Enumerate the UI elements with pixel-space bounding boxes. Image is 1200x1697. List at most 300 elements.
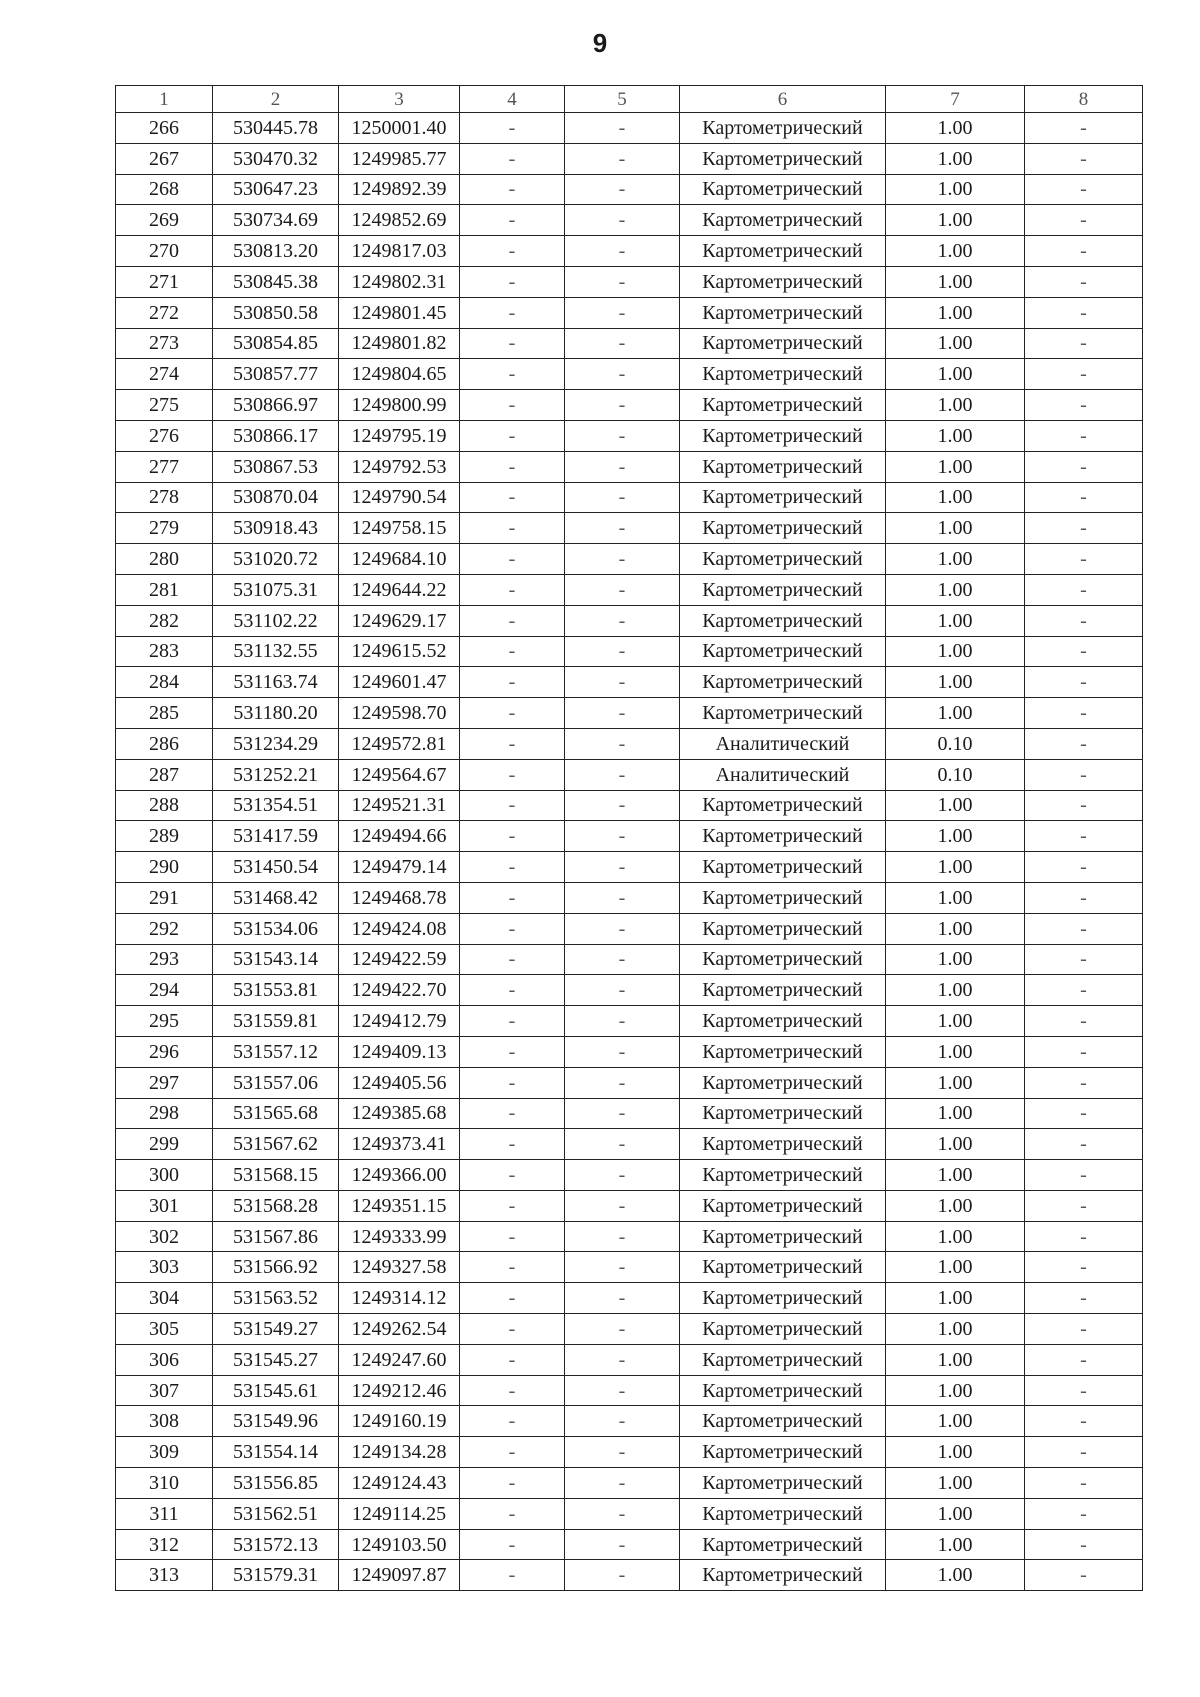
col4-cell: - — [460, 1406, 565, 1437]
col4-cell: - — [460, 266, 565, 297]
method-cell: Картометрический — [680, 205, 886, 236]
col5-cell: - — [565, 636, 680, 667]
col8-cell: - — [1025, 728, 1143, 759]
method-cell: Картометрический — [680, 1560, 886, 1591]
col5-cell: - — [565, 420, 680, 451]
method-cell: Картометрический — [680, 698, 886, 729]
point-number-cell: 267 — [116, 143, 213, 174]
point-number-cell: 287 — [116, 759, 213, 790]
column-header: 4 — [460, 86, 565, 113]
table-row — [116, 420, 1143, 451]
accuracy-cell: 1.00 — [886, 236, 1025, 267]
x-coordinate-cell: 530866.17 — [213, 420, 339, 451]
x-coordinate-cell: 531450.54 — [213, 852, 339, 883]
y-coordinate-cell: 1249351.15 — [339, 1190, 460, 1221]
y-coordinate-cell: 1249985.77 — [339, 143, 460, 174]
col5-cell: - — [565, 1283, 680, 1314]
accuracy-cell: 1.00 — [886, 1468, 1025, 1499]
y-coordinate-cell: 1249124.43 — [339, 1468, 460, 1499]
method-cell: Картометрический — [680, 790, 886, 821]
x-coordinate-cell: 531579.31 — [213, 1560, 339, 1591]
col8-cell: - — [1025, 174, 1143, 205]
point-number-cell: 292 — [116, 913, 213, 944]
accuracy-cell: 1.00 — [886, 143, 1025, 174]
col8-cell: - — [1025, 1344, 1143, 1375]
col4-cell: - — [460, 913, 565, 944]
accuracy-cell: 1.00 — [886, 1344, 1025, 1375]
col8-cell: - — [1025, 698, 1143, 729]
table-row — [116, 328, 1143, 359]
col8-cell: - — [1025, 1160, 1143, 1191]
col8-cell: - — [1025, 1560, 1143, 1591]
col8-cell: - — [1025, 882, 1143, 913]
col5-cell: - — [565, 1375, 680, 1406]
point-number-cell: 293 — [116, 944, 213, 975]
col4-cell: - — [460, 975, 565, 1006]
table-row — [116, 1468, 1143, 1499]
x-coordinate-cell: 531132.55 — [213, 636, 339, 667]
accuracy-cell: 1.00 — [886, 174, 1025, 205]
table-row — [116, 698, 1143, 729]
col4-cell: - — [460, 605, 565, 636]
table-row — [116, 1406, 1143, 1437]
y-coordinate-cell: 1249790.54 — [339, 482, 460, 513]
col5-cell: - — [565, 1498, 680, 1529]
accuracy-cell: 1.00 — [886, 390, 1025, 421]
method-cell: Картометрический — [680, 1252, 886, 1283]
table-row — [116, 1344, 1143, 1375]
col5-cell: - — [565, 390, 680, 421]
method-cell: Картометрический — [680, 390, 886, 421]
x-coordinate-cell: 531252.21 — [213, 759, 339, 790]
point-number-cell: 306 — [116, 1344, 213, 1375]
y-coordinate-cell: 1249160.19 — [339, 1406, 460, 1437]
col8-cell: - — [1025, 1098, 1143, 1129]
col5-cell: - — [565, 759, 680, 790]
col8-cell: - — [1025, 328, 1143, 359]
method-cell: Картометрический — [680, 1129, 886, 1160]
accuracy-cell: 1.00 — [886, 297, 1025, 328]
method-cell: Картометрический — [680, 1406, 886, 1437]
col4-cell: - — [460, 143, 565, 174]
point-number-cell: 266 — [116, 113, 213, 144]
table-row — [116, 205, 1143, 236]
y-coordinate-cell: 1249412.79 — [339, 1006, 460, 1037]
accuracy-cell: 1.00 — [886, 698, 1025, 729]
table-row — [116, 1529, 1143, 1560]
col4-cell: - — [460, 1468, 565, 1499]
table-row — [116, 113, 1143, 144]
accuracy-cell: 1.00 — [886, 605, 1025, 636]
y-coordinate-cell: 1249479.14 — [339, 852, 460, 883]
col5-cell: - — [565, 913, 680, 944]
point-number-cell: 312 — [116, 1529, 213, 1560]
col4-cell: - — [460, 759, 565, 790]
x-coordinate-cell: 531468.42 — [213, 882, 339, 913]
x-coordinate-cell: 531568.28 — [213, 1190, 339, 1221]
point-number-cell: 307 — [116, 1375, 213, 1406]
x-coordinate-cell: 531562.51 — [213, 1498, 339, 1529]
method-cell: Картометрический — [680, 605, 886, 636]
col4-cell: - — [460, 1036, 565, 1067]
accuracy-cell: 1.00 — [886, 1529, 1025, 1560]
table-row — [116, 390, 1143, 421]
col4-cell: - — [460, 1344, 565, 1375]
point-number-cell: 303 — [116, 1252, 213, 1283]
col5-cell: - — [565, 975, 680, 1006]
col8-cell: - — [1025, 1006, 1143, 1037]
x-coordinate-cell: 531545.27 — [213, 1344, 339, 1375]
col8-cell: - — [1025, 513, 1143, 544]
col8-cell: - — [1025, 944, 1143, 975]
point-number-cell: 289 — [116, 821, 213, 852]
accuracy-cell: 1.00 — [886, 451, 1025, 482]
col8-cell: - — [1025, 1252, 1143, 1283]
point-number-cell: 268 — [116, 174, 213, 205]
table-row — [116, 174, 1143, 205]
col8-cell: - — [1025, 1190, 1143, 1221]
accuracy-cell: 1.00 — [886, 544, 1025, 575]
x-coordinate-cell: 530445.78 — [213, 113, 339, 144]
point-number-cell: 285 — [116, 698, 213, 729]
accuracy-cell: 1.00 — [886, 359, 1025, 390]
y-coordinate-cell: 1249800.99 — [339, 390, 460, 421]
y-coordinate-cell: 1249494.66 — [339, 821, 460, 852]
col8-cell: - — [1025, 1314, 1143, 1345]
accuracy-cell: 1.00 — [886, 821, 1025, 852]
col4-cell: - — [460, 944, 565, 975]
table-row — [116, 574, 1143, 605]
col4-cell: - — [460, 1529, 565, 1560]
col5-cell: - — [565, 143, 680, 174]
y-coordinate-cell: 1249521.31 — [339, 790, 460, 821]
col5-cell: - — [565, 359, 680, 390]
col8-cell: - — [1025, 544, 1143, 575]
point-number-cell: 279 — [116, 513, 213, 544]
col8-cell: - — [1025, 913, 1143, 944]
col5-cell: - — [565, 790, 680, 821]
y-coordinate-cell: 1249601.47 — [339, 667, 460, 698]
accuracy-cell: 1.00 — [886, 1437, 1025, 1468]
col4-cell: - — [460, 297, 565, 328]
point-number-cell: 272 — [116, 297, 213, 328]
x-coordinate-cell: 531563.52 — [213, 1283, 339, 1314]
col8-cell: - — [1025, 236, 1143, 267]
x-coordinate-cell: 530850.58 — [213, 297, 339, 328]
col4-cell: - — [460, 882, 565, 913]
col4-cell: - — [460, 544, 565, 575]
col8-cell: - — [1025, 1221, 1143, 1252]
y-coordinate-cell: 1249684.10 — [339, 544, 460, 575]
col4-cell: - — [460, 821, 565, 852]
table-row — [116, 1283, 1143, 1314]
col4-cell: - — [460, 1221, 565, 1252]
method-cell: Картометрический — [680, 574, 886, 605]
y-coordinate-cell: 1249212.46 — [339, 1375, 460, 1406]
table-row — [116, 1160, 1143, 1191]
x-coordinate-cell: 531075.31 — [213, 574, 339, 605]
y-coordinate-cell: 1249262.54 — [339, 1314, 460, 1345]
col5-cell: - — [565, 1314, 680, 1345]
x-coordinate-cell: 530647.23 — [213, 174, 339, 205]
point-number-cell: 308 — [116, 1406, 213, 1437]
col8-cell: - — [1025, 451, 1143, 482]
col8-cell: - — [1025, 482, 1143, 513]
method-cell: Картометрический — [680, 913, 886, 944]
col5-cell: - — [565, 266, 680, 297]
x-coordinate-cell: 531234.29 — [213, 728, 339, 759]
x-coordinate-cell: 531568.15 — [213, 1160, 339, 1191]
table-row — [116, 1006, 1143, 1037]
y-coordinate-cell: 1249134.28 — [339, 1437, 460, 1468]
method-cell: Картометрический — [680, 975, 886, 1006]
col8-cell: - — [1025, 759, 1143, 790]
col8-cell: - — [1025, 143, 1143, 174]
table-row — [116, 944, 1143, 975]
method-cell: Картометрический — [680, 328, 886, 359]
point-number-cell: 311 — [116, 1498, 213, 1529]
x-coordinate-cell: 530867.53 — [213, 451, 339, 482]
col5-cell: - — [565, 667, 680, 698]
col4-cell: - — [460, 1437, 565, 1468]
col5-cell: - — [565, 1406, 680, 1437]
col4-cell: - — [460, 1129, 565, 1160]
x-coordinate-cell: 531559.81 — [213, 1006, 339, 1037]
point-number-cell: 297 — [116, 1067, 213, 1098]
col4-cell: - — [460, 205, 565, 236]
y-coordinate-cell: 1249424.08 — [339, 913, 460, 944]
column-header: 1 — [116, 86, 213, 113]
col5-cell: - — [565, 882, 680, 913]
x-coordinate-cell: 531557.06 — [213, 1067, 339, 1098]
accuracy-cell: 1.00 — [886, 790, 1025, 821]
column-header: 2 — [213, 86, 339, 113]
col8-cell: - — [1025, 1437, 1143, 1468]
table-row — [116, 1221, 1143, 1252]
method-cell: Картометрический — [680, 359, 886, 390]
accuracy-cell: 1.00 — [886, 1006, 1025, 1037]
col5-cell: - — [565, 821, 680, 852]
point-number-cell: 310 — [116, 1468, 213, 1499]
col4-cell: - — [460, 513, 565, 544]
col8-cell: - — [1025, 605, 1143, 636]
method-cell: Картометрический — [680, 297, 886, 328]
point-number-cell: 273 — [116, 328, 213, 359]
x-coordinate-cell: 531102.22 — [213, 605, 339, 636]
table-body — [116, 113, 1143, 1591]
x-coordinate-cell: 531567.86 — [213, 1221, 339, 1252]
y-coordinate-cell: 1249564.67 — [339, 759, 460, 790]
table-row — [116, 1498, 1143, 1529]
point-number-cell: 275 — [116, 390, 213, 421]
method-cell: Картометрический — [680, 1283, 886, 1314]
col4-cell: - — [460, 1252, 565, 1283]
x-coordinate-cell: 531566.92 — [213, 1252, 339, 1283]
col5-cell: - — [565, 1098, 680, 1129]
col4-cell: - — [460, 1283, 565, 1314]
accuracy-cell: 1.00 — [886, 1560, 1025, 1591]
accuracy-cell: 1.00 — [886, 944, 1025, 975]
col5-cell: - — [565, 544, 680, 575]
table-row — [116, 544, 1143, 575]
table-row — [116, 1190, 1143, 1221]
point-number-cell: 288 — [116, 790, 213, 821]
col4-cell: - — [460, 1375, 565, 1406]
point-number-cell: 283 — [116, 636, 213, 667]
col5-cell: - — [565, 1221, 680, 1252]
x-coordinate-cell: 530734.69 — [213, 205, 339, 236]
col4-cell: - — [460, 698, 565, 729]
col4-cell: - — [460, 636, 565, 667]
accuracy-cell: 1.00 — [886, 882, 1025, 913]
col8-cell: - — [1025, 266, 1143, 297]
table-row — [116, 482, 1143, 513]
y-coordinate-cell: 1249373.41 — [339, 1129, 460, 1160]
accuracy-cell: 1.00 — [886, 852, 1025, 883]
table-row — [116, 451, 1143, 482]
table-row — [116, 728, 1143, 759]
col4-cell: - — [460, 451, 565, 482]
method-cell: Картометрический — [680, 882, 886, 913]
accuracy-cell: 1.00 — [886, 1252, 1025, 1283]
table-row — [116, 513, 1143, 544]
point-number-cell: 276 — [116, 420, 213, 451]
method-cell: Картометрический — [680, 1314, 886, 1345]
x-coordinate-cell: 530918.43 — [213, 513, 339, 544]
x-coordinate-cell: 530813.20 — [213, 236, 339, 267]
col4-cell: - — [460, 1498, 565, 1529]
table-row — [116, 759, 1143, 790]
col8-cell: - — [1025, 420, 1143, 451]
y-coordinate-cell: 1249629.17 — [339, 605, 460, 636]
column-header: 7 — [886, 86, 1025, 113]
point-number-cell: 300 — [116, 1160, 213, 1191]
accuracy-cell: 0.10 — [886, 728, 1025, 759]
col8-cell: - — [1025, 975, 1143, 1006]
accuracy-cell: 1.00 — [886, 266, 1025, 297]
col4-cell: - — [460, 482, 565, 513]
y-coordinate-cell: 1249758.15 — [339, 513, 460, 544]
point-number-cell: 304 — [116, 1283, 213, 1314]
accuracy-cell: 1.00 — [886, 1498, 1025, 1529]
y-coordinate-cell: 1249644.22 — [339, 574, 460, 605]
table-row — [116, 1560, 1143, 1591]
x-coordinate-cell: 531549.27 — [213, 1314, 339, 1345]
col5-cell: - — [565, 1529, 680, 1560]
column-header: 8 — [1025, 86, 1143, 113]
col4-cell: - — [460, 359, 565, 390]
col5-cell: - — [565, 1006, 680, 1037]
x-coordinate-cell: 531565.68 — [213, 1098, 339, 1129]
x-coordinate-cell: 531557.12 — [213, 1036, 339, 1067]
col4-cell: - — [460, 1006, 565, 1037]
method-cell: Картометрический — [680, 143, 886, 174]
method-cell: Картометрический — [680, 1468, 886, 1499]
y-coordinate-cell: 1249333.99 — [339, 1221, 460, 1252]
col5-cell: - — [565, 1437, 680, 1468]
table-row — [116, 266, 1143, 297]
y-coordinate-cell: 1249792.53 — [339, 451, 460, 482]
accuracy-cell: 1.00 — [886, 1283, 1025, 1314]
point-number-cell: 286 — [116, 728, 213, 759]
method-cell: Картометрический — [680, 513, 886, 544]
table-row — [116, 667, 1143, 698]
accuracy-cell: 1.00 — [886, 574, 1025, 605]
table-row — [116, 359, 1143, 390]
point-number-cell: 274 — [116, 359, 213, 390]
y-coordinate-cell: 1249114.25 — [339, 1498, 460, 1529]
method-cell: Картометрический — [680, 1375, 886, 1406]
coordinates-table — [115, 85, 1143, 1591]
col8-cell: - — [1025, 1036, 1143, 1067]
y-coordinate-cell: 1249103.50 — [339, 1529, 460, 1560]
y-coordinate-cell: 1249598.70 — [339, 698, 460, 729]
table-row — [116, 297, 1143, 328]
column-header: 5 — [565, 86, 680, 113]
accuracy-cell: 1.00 — [886, 1221, 1025, 1252]
col4-cell: - — [460, 1314, 565, 1345]
x-coordinate-cell: 530470.32 — [213, 143, 339, 174]
method-cell: Картометрический — [680, 1498, 886, 1529]
col5-cell: - — [565, 451, 680, 482]
x-coordinate-cell: 530866.97 — [213, 390, 339, 421]
x-coordinate-cell: 531549.96 — [213, 1406, 339, 1437]
y-coordinate-cell: 1249097.87 — [339, 1560, 460, 1591]
point-number-cell: 291 — [116, 882, 213, 913]
accuracy-cell: 1.00 — [886, 482, 1025, 513]
col5-cell: - — [565, 944, 680, 975]
point-number-cell: 271 — [116, 266, 213, 297]
x-coordinate-cell: 531556.85 — [213, 1468, 339, 1499]
method-cell: Картометрический — [680, 821, 886, 852]
x-coordinate-cell: 530854.85 — [213, 328, 339, 359]
accuracy-cell: 1.00 — [886, 1098, 1025, 1129]
col8-cell: - — [1025, 205, 1143, 236]
method-cell: Картометрический — [680, 944, 886, 975]
col4-cell: - — [460, 728, 565, 759]
table-row — [116, 852, 1143, 883]
col5-cell: - — [565, 1160, 680, 1191]
col8-cell: - — [1025, 574, 1143, 605]
table-row — [116, 1129, 1143, 1160]
table-row — [116, 1067, 1143, 1098]
col4-cell: - — [460, 1160, 565, 1191]
point-number-cell: 296 — [116, 1036, 213, 1067]
col8-cell: - — [1025, 667, 1143, 698]
method-cell: Аналитический — [680, 728, 886, 759]
point-number-cell: 301 — [116, 1190, 213, 1221]
col4-cell: - — [460, 667, 565, 698]
accuracy-cell: 1.00 — [886, 1129, 1025, 1160]
col5-cell: - — [565, 113, 680, 144]
x-coordinate-cell: 531417.59 — [213, 821, 339, 852]
col4-cell: - — [460, 390, 565, 421]
point-number-cell: 270 — [116, 236, 213, 267]
method-cell: Картометрический — [680, 420, 886, 451]
table-row — [116, 882, 1143, 913]
accuracy-cell: 1.00 — [886, 1067, 1025, 1098]
table-row — [116, 143, 1143, 174]
table-row — [116, 1252, 1143, 1283]
method-cell: Картометрический — [680, 852, 886, 883]
col8-cell: - — [1025, 790, 1143, 821]
accuracy-cell: 1.00 — [886, 1036, 1025, 1067]
col5-cell: - — [565, 574, 680, 605]
accuracy-cell: 1.00 — [886, 205, 1025, 236]
accuracy-cell: 1.00 — [886, 667, 1025, 698]
accuracy-cell: 1.00 — [886, 913, 1025, 944]
table-row — [116, 1098, 1143, 1129]
